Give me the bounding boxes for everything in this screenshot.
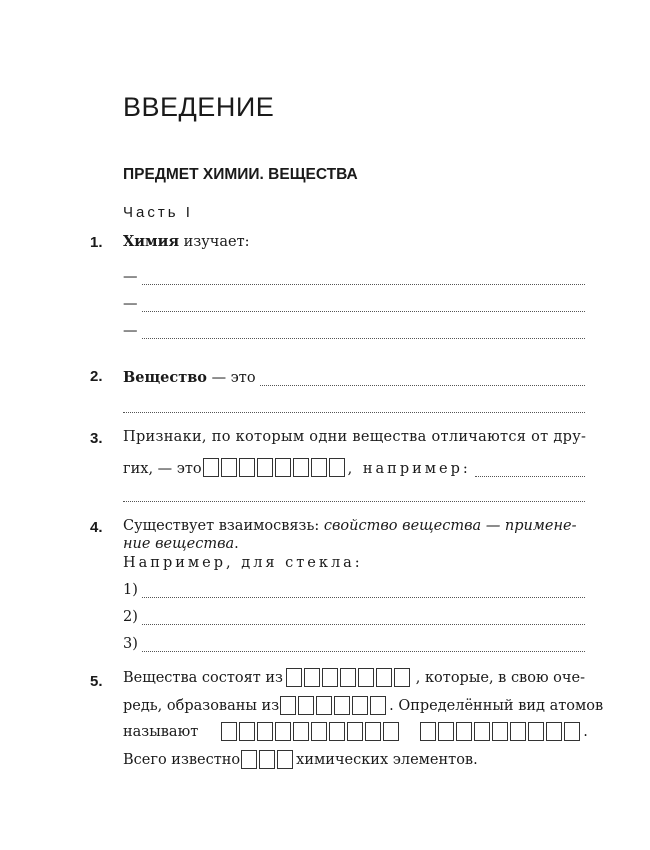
question-number: 4. [90,519,103,536]
question-number: 2. [90,368,103,385]
answer-line[interactable] [123,265,585,285]
question-number: 1. [90,234,103,251]
dash: — [123,323,138,339]
question-number: 5. [90,673,103,690]
answer-line[interactable] [123,578,585,598]
text: . [234,536,239,552]
letter-box[interactable] [257,722,273,741]
letter-box[interactable] [311,458,327,477]
letter-box[interactable] [277,750,293,769]
text: , например: [347,461,471,477]
letter-box[interactable] [456,722,472,741]
q5-line-2 [123,696,604,715]
text: называют [123,723,199,740]
text: . [583,723,588,740]
text: химических элементов. [296,751,478,768]
answer-line[interactable] [123,319,585,339]
letter-box[interactable] [259,750,275,769]
letter-box[interactable] [221,458,237,477]
text: гих, — это [123,461,202,477]
answer-line[interactable] [123,453,585,477]
q5-line-3 [123,722,588,741]
answer-line[interactable] [123,632,585,652]
example-label: Например, для стекла: [123,555,363,571]
letter-box[interactable] [311,722,327,741]
section-title: ПРЕДМЕТ ХИМИИ. ВЕЩЕСТВА [123,166,358,183]
letter-box[interactable] [352,696,368,715]
q5-line-1 [123,668,585,687]
question-1-text [123,233,250,250]
question-4-text [123,518,577,534]
question-3-text: Признаки, по которым одни вещества отличаются от дру- [123,429,587,445]
letter-box[interactable] [293,722,309,741]
letter-box[interactable] [474,722,490,741]
letter-box[interactable] [304,668,320,687]
chapter-title: ВВЕДЕНИЕ [123,92,275,122]
letter-box[interactable] [394,668,410,687]
item-number: 1) [123,582,138,598]
letter-box[interactable] [239,722,255,741]
letter-box[interactable] [275,458,291,477]
letter-box[interactable] [298,696,314,715]
letter-box[interactable] [322,668,338,687]
letter-box[interactable] [365,722,381,741]
text: . Определённый вид атомов [389,697,604,714]
letter-box[interactable] [510,722,526,741]
letter-box[interactable] [275,722,291,741]
letter-boxes[interactable] [286,668,412,687]
letter-box[interactable] [221,722,237,741]
letter-box[interactable] [316,696,332,715]
letter-box[interactable] [383,722,399,741]
letter-box[interactable] [370,696,386,715]
dash: — [123,269,138,285]
term: Вещество [123,369,207,386]
letter-box[interactable] [358,668,374,687]
letter-box[interactable] [420,722,436,741]
letter-box[interactable] [334,696,350,715]
dash: — [123,296,138,312]
text: — это [206,370,256,386]
letter-boxes[interactable] [241,750,295,769]
letter-boxes[interactable] [420,722,582,741]
italic-text: ние вещества [123,536,235,552]
letter-box[interactable] [280,696,296,715]
letter-box[interactable] [546,722,562,741]
letter-boxes[interactable] [280,696,388,715]
question-4-text-2 [123,536,239,552]
letter-box[interactable] [329,722,345,741]
text: , которые, в свою оче- [415,669,585,686]
letter-box[interactable] [376,668,392,687]
term: Химия [123,233,180,250]
letter-box[interactable] [492,722,508,741]
item-number: 3) [123,636,138,652]
text: Вещества состоят из [123,669,283,686]
letter-box[interactable] [293,458,309,477]
letter-box[interactable] [241,750,257,769]
text: изучает: [179,234,250,250]
answer-line[interactable] [123,292,585,312]
letter-boxes[interactable] [203,458,347,477]
letter-box[interactable] [528,722,544,741]
letter-box[interactable] [257,458,273,477]
letter-box[interactable] [203,458,219,477]
answer-line[interactable] [123,482,585,502]
text: Существует взаимосвязь: [123,518,324,534]
letter-box[interactable] [329,458,345,477]
letter-box[interactable] [347,722,363,741]
answer-line[interactable] [123,366,585,386]
letter-box[interactable] [239,458,255,477]
letter-box[interactable] [340,668,356,687]
letter-box[interactable] [438,722,454,741]
text: редь, образованы из [123,697,280,714]
question-number: 3. [90,430,103,447]
text: Всего известно [123,751,241,768]
part-label: Часть I [123,204,193,221]
letter-boxes[interactable] [221,722,401,741]
item-number: 2) [123,609,138,625]
answer-line[interactable] [123,605,585,625]
q5-line-4 [123,750,478,769]
letter-box[interactable] [564,722,580,741]
letter-box[interactable] [286,668,302,687]
answer-line[interactable] [123,393,585,413]
italic-text: свойство вещества — применe- [323,518,577,534]
